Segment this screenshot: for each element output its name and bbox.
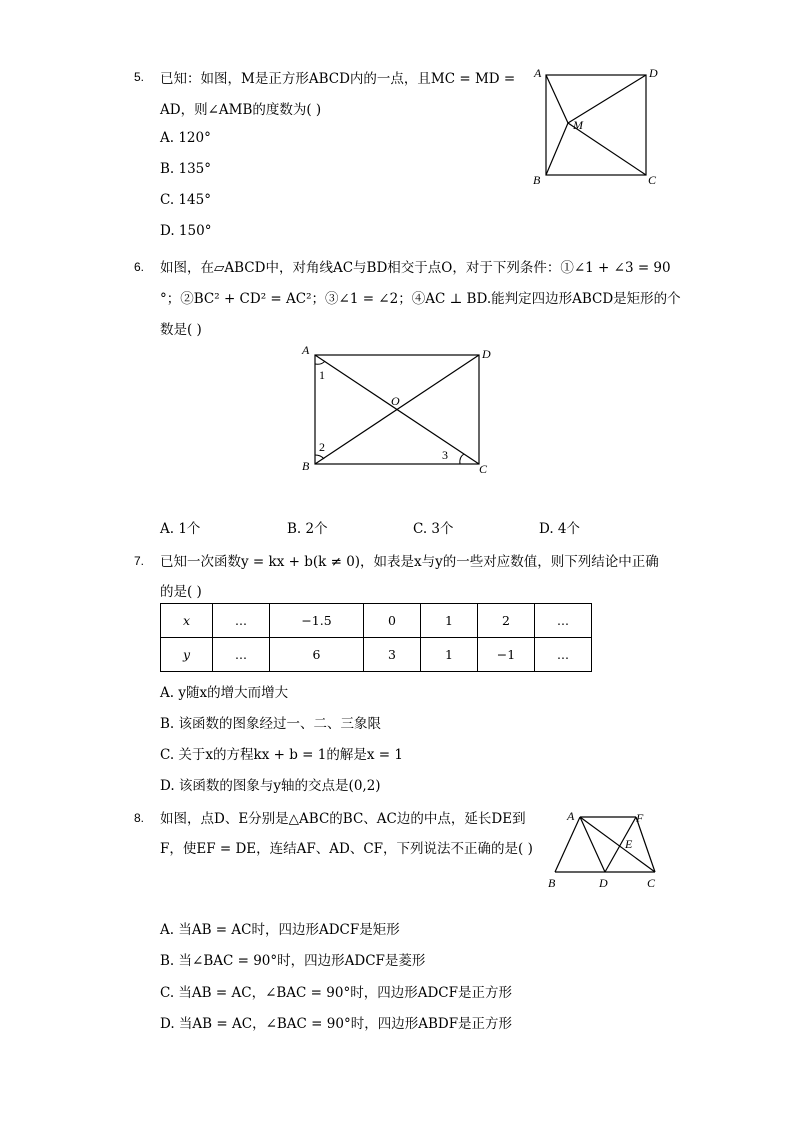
table-cell: ... — [535, 604, 592, 638]
q5-option-b[interactable]: B. 135° — [160, 161, 212, 177]
q5-label-c: C — [648, 173, 657, 187]
q5-label-b: B — [533, 173, 541, 187]
table-cell: 0 — [364, 604, 421, 638]
q6-label-a: A — [302, 343, 310, 357]
q7-stem-line2: 的是( ) — [160, 584, 202, 600]
q5-option-d[interactable]: D. 150° — [160, 223, 212, 239]
q5-label-m: M — [573, 118, 583, 132]
q5-square-figure — [528, 62, 668, 188]
q6-angle-2: 2 — [319, 440, 325, 454]
q8-label-d: D — [599, 876, 608, 890]
table-cell: 1 — [421, 638, 478, 672]
q8-label-b: B — [548, 876, 556, 890]
q6-label-b: B — [302, 459, 310, 473]
table-row — [161, 638, 592, 672]
q8-option-d[interactable]: D. 当AB = AC，∠BAC = 90°时，四边形ABDF是正方形 — [160, 1016, 513, 1032]
q6-option-d[interactable]: D. 4个 — [539, 521, 581, 537]
q7-option-b[interactable]: B. 该函数的图象经过一、二、三象限 — [160, 716, 382, 732]
q8-label-a: A — [567, 809, 575, 823]
q6-angle-1: 1 — [319, 368, 325, 382]
q7-option-a[interactable]: A. y随x的增大而增大 — [160, 685, 289, 701]
q6-rectangle-figure — [296, 342, 500, 478]
q6-stem-line3: 数是( ) — [160, 322, 202, 338]
q5-option-c[interactable]: C. 145° — [160, 192, 211, 208]
q6-option-a[interactable]: A. 1个 — [160, 521, 201, 537]
q6-option-b[interactable]: B. 2个 — [287, 521, 328, 537]
table-cell: −1.5 — [270, 604, 364, 638]
q8-option-b[interactable]: B. 当∠BAC = 90°时，四边形ADCF是菱形 — [160, 953, 426, 969]
q8-stem-line2: F，使EF = DE，连结AF、AD、CF，下列说法不正确的是( ) — [160, 841, 533, 857]
q5-label-d: D — [649, 66, 658, 80]
q6-stem-line1: 如图，在▱ABCD中，对角线AC与BD相交于点O，对于下列条件：①∠1 + ∠3 = 90 — [160, 260, 671, 276]
q7-number: 7. — [134, 554, 145, 568]
square-abcd — [546, 75, 646, 175]
table-cell: 6 — [270, 638, 364, 672]
q7-option-c[interactable]: C. 关于x的方程kx + b = 1的解是x = 1 — [160, 747, 403, 763]
q5-stem-line1: 已知：如图，M是正方形ABCD内的一点，且MC = MD = — [160, 71, 516, 87]
q8-stem-line1: 如图，点D、E分别是△ABC的BC、AC边的中点，延长DE到 — [160, 811, 526, 827]
table-cell: 2 — [478, 604, 535, 638]
q6-angle-3: 3 — [442, 448, 448, 462]
q6-label-c: C — [479, 462, 488, 476]
q6-stem-line2: °；②BC² + CD² = AC²；③∠1 = ∠2；④AC ⊥ BD.能判定四边形ABCD是矩形的个 — [160, 291, 681, 307]
q8-option-a[interactable]: A. 当AB = AC时，四边形ADCF是矩形 — [160, 922, 400, 938]
q5-number: 5. — [134, 70, 145, 84]
table-cell: 1 — [421, 604, 478, 638]
table-row — [161, 604, 592, 638]
q7-option-d[interactable]: D. 该函数的图象与y轴的交点是(0,2) — [160, 778, 381, 794]
q8-option-c[interactable]: C. 当AB = AC，∠BAC = 90°时，四边形ADCF是正方形 — [160, 985, 512, 1001]
q8-label-e: E — [625, 837, 633, 851]
q7-value-table — [160, 603, 592, 672]
q6-number: 6. — [134, 260, 145, 274]
table-cell: ... — [535, 638, 592, 672]
q5-stem-line2: AD，则∠AMB的度数为( ) — [160, 102, 322, 118]
table-cell: y — [161, 638, 213, 672]
q8-label-f: F — [636, 811, 644, 825]
q8-triangle-figure — [540, 800, 662, 894]
table-cell: ... — [213, 638, 270, 672]
q6-label-o: O — [391, 394, 400, 408]
q7-stem-line1: 已知一次函数y = kx + b(k ≠ 0)，如表是x与y的一些对应数值，则下列结论中正确 — [160, 554, 659, 570]
q6-label-d: D — [482, 347, 491, 361]
q5-label-a: A — [534, 66, 542, 80]
table-cell: −1 — [478, 638, 535, 672]
q6-option-c[interactable]: C. 3个 — [413, 521, 454, 537]
table-cell: ... — [213, 604, 270, 638]
table-cell: x — [161, 604, 213, 638]
q5-option-a[interactable]: A. 120° — [160, 130, 211, 146]
q8-number: 8. — [134, 811, 145, 825]
table-cell: 3 — [364, 638, 421, 672]
q8-label-c: C — [647, 876, 656, 890]
